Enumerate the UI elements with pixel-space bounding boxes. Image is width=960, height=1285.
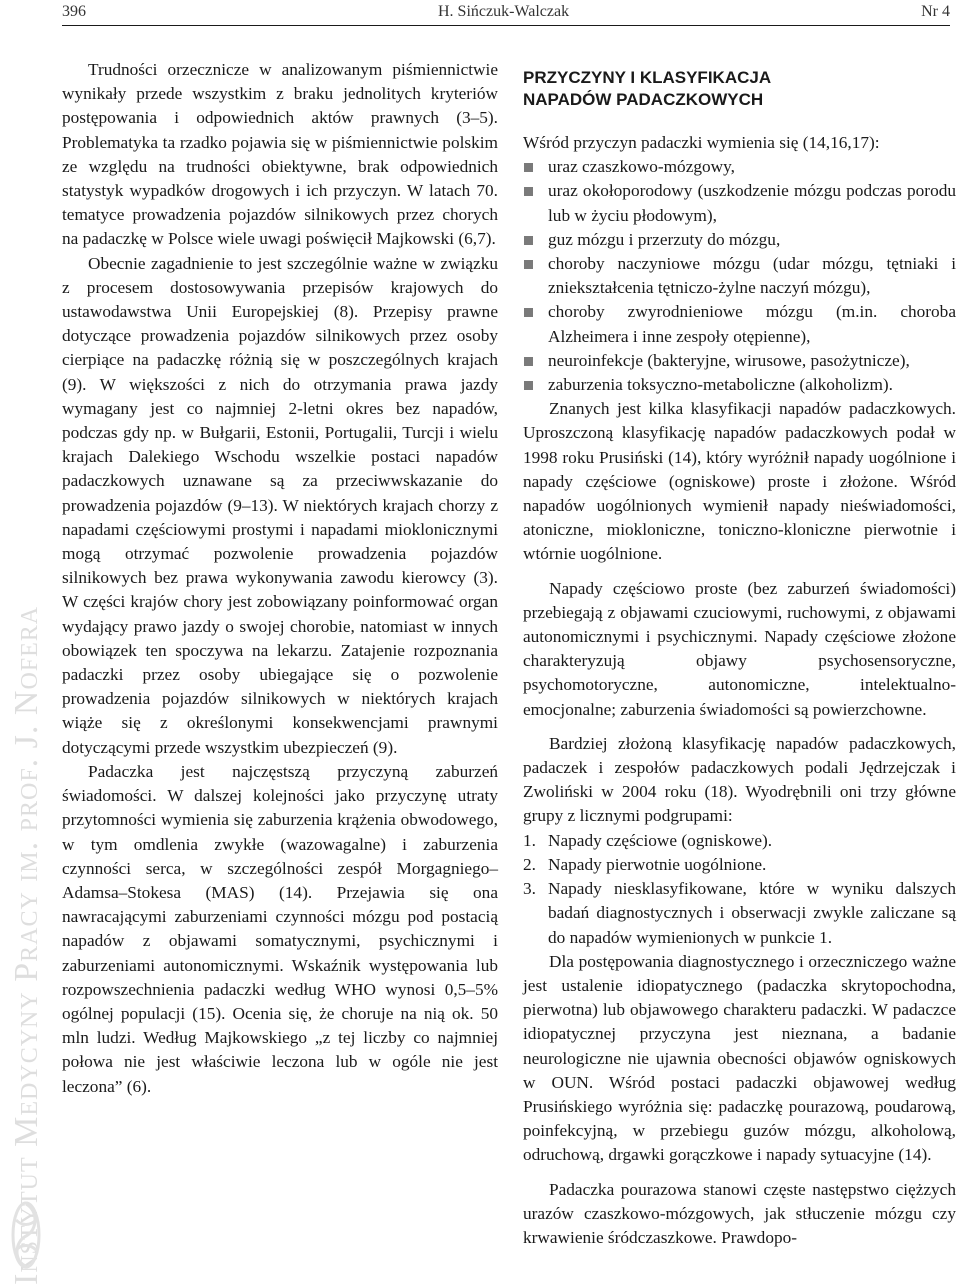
running-author: H. Sińczuk-Walczak [438,3,570,20]
list-item [523,829,956,853]
list-item [523,877,956,950]
list-item: uraz czaszkowo-mózgowy, [523,155,956,179]
body-paragraph: Padaczka pourazowa stanowi częste następstwo ciężzych urazów czaszkowo-mózgowych, jak stłuczenie mózgu czy krwawienie śródczaszkowe. Prawdopo- [523,1179,956,1247]
list-item: choroby zwyrodnieniowe mózgu (m.in. choroba Alzheimera i inne zespoły otępienne), [523,300,956,348]
body-paragraph: Znanych jest kilka klasyfikacji napadów padaczkowych. Uproszczoną klasyfikację napadów padaczkowych podał w 1998 roku Prusiński (14), który wyróżnił napady uogólnione i napady częściowe (ogniskowe) proste i złożone. Wśród napadów uogólnionych wymienił napady nieświadomości, atoniczne, miokloniczne, toniczno-kloniczne pierwotnie i wtórnie uogólnione. [523,399,956,564]
causes-list [523,155,956,397]
body-paragraph: Bardziej złożoną klasyfikację napadów padaczkowych, padaczek i zespołów padaczkowych podali Jędrzejczak i Zwoliński w 2004 roku (18). Wyodrębnili oni trzy główne grupy z licznymi podgrupami: [523,733,956,826]
list-number: 1. [523,830,536,850]
watermark-text: Instytut Medycyny Pracy im. prof. J. Nofera [8,605,45,1285]
section-heading-line: NAPADÓW PADACZKOWYCH [523,90,764,109]
list-item: uraz okołoporodowy (uszkodzenie mózgu podczas porodu lub w życiu płodowym), [523,179,956,227]
list-item-text: Napady pierwotnie uogólnione. [548,854,767,874]
list-item: guz mózgu i przerzuty do mózgu, [523,228,956,252]
groups-list [523,829,956,950]
list-item [523,853,956,877]
header-rule [62,25,950,26]
body-paragraph: Obecnie zagadnienie to jest szczególnie ważne w związku z procesem dostosowywania przepisów krajowych do ustawodawstwa Unii Europejskiej (8). Przepisy prawne dotyczące prowadzenia pojazdów silnikowych przez osoby cierpiące na padaczkę różnią się w poszczególnych krajach (9). W większości z nich do otrzymania prawa jazdy wymagany jest co najmniej 2-letni okres bez napadów, podczas gdy np. w Bułgarii, Estonii, Portugalii, Turcji i wielu krajach Dalekiego Wschodu wszelkie postaci napadów padaczkowych uznawane są za przeciwwskazanie do prowadzenia pojazdów (9–13). W niektórych krajach chorzy z napadami częściowymi prostymi i napadami mioklonicznymi mogą otrzymać pozwolenie prowadzenia pojazdów silnikowych bez prawa wykonywania zawodu kierowcy (3). W części krajów chory jest zobowiązany poinformować organ wydający prawo jazdy o swojej chorobie, natomiast w innych obowiązek ten spoczywa na lekarzu. Zatajenie rozpoznania padaczki przez osoby ubiegające się o pozwolenie prowadzenia pojazdów silnikowych w niektórych krajach wiąże się z określonymi konsekwencjami prawnymi dotyczącymi przede wszystkim ubezpieczeń (9). [62,253,498,757]
body-paragraph: Padaczka jest najczęstszą przyczyną zaburzeń świadomości. W dalszej kolejności jako przyczynę utraty przytomności wymienia się zaburzenia krążenia obwodowego, w tym omdlenia zwykłe (wazowagalne) i zaburzenia czynności serca, w szczególności zespół Morgagniego–Adamsa–Stokesa (MAS) (14). Przejawia się ona nawracającymi zaburzeniami czynności mózgu pod postacią napadów z objawami somatycznymi, psychicznymi i zaburzeniami autonomicznymi. Wskaźnik występowania lub rozpowszechnienia padaczki według WHO wynosi 0,5–5% ogólnej populacji (15). Ocenia się, że choruje na nią ok. 50 mln ludzi. Według Majkowskiego „z tej liczby co najmniej połowa nie jest właściwie leczona lub w ogóle nie jest leczona” (6). [62,761,498,1096]
list-item-text: Napady częściowe (ogniskowe). [548,830,773,850]
causes-intro: Wśród przyczyn padaczki wymienia się (14,16,17): [523,133,880,152]
page-number: 396 [62,3,86,20]
list-item: zaburzenia toksyczno-metaboliczne (alkoholizm). [523,373,956,397]
body-paragraph: Dla postępowania diagnostycznego i orzeczniczego ważne jest ustalenie idiopatycznego (padaczka skrytopochodna, pierwotna) lub objawowego charakteru padaczki. W padaczce idiopatycznej przyczyna jest nieznana, a badanie neurologiczne nie ujawnia obecności objawów ogniskowych w OUN. Wśród postaci padaczki objawowej według Prusińskiego wyróżnia się: padaczkę pourazową, poudarową, poinfekcyjną, w przebiegu guzów mózgu, alkoholową, odruchową, drgawki gorączkowe i napady sytuacyjne (14). [523,951,956,1165]
issue-number: Nr 4 [921,3,950,20]
list-item-text: Napady niesklasyfikowane, które w wyniku dalszych badań diagnostycznych i obserwacji zwykle zaliczane są do napadów wymienionych w punkcie 1. [548,879,956,947]
section-heading [523,67,956,111]
list-item: neuroinfekcje (bakteryjne, wirusowe, pasożytnicze), [523,349,956,373]
list-number: 3. [523,879,536,899]
list-item: choroby naczyniowe mózgu (udar mózgu, tętniaki i zniekształcenia tętniczo-żylne naczyń mózgu), [523,252,956,300]
list-number: 2. [523,854,536,874]
left-column [62,58,498,1099]
body-paragraph: Napady częściowo proste (bez zaburzeń świadomości) przebiegają z objawami czuciowymi, ruchowymi, z objawami autonomicznymi i psychicznymi. Napady częściowe złożone charakteryzują objawy psychosensoryczne, psychomotoryczne, autonomiczne, intelektualno-emocjonalne; zaburzenia świadomości są powierzchowne. [523,578,956,719]
section-heading-line: PRZYCZYNY I KLASYFIKACJA [523,68,772,87]
body-paragraph: Trudności orzecznicze w analizowanym piśmiennictwie wynikały przede wszystkim z braku jednolitych kryteriów postępowania i odpowiednich aktów prawnych (3–5). Problematyka ta rzadko pojawia się w piśmiennictwie polskim ze względu na trudności obiektywne, brak odpowiednich statystyk wypadków drogowych i ich przyczyn. W latach 70. tematyce prowadzenia pojazdów silnikowych przez chorych na padaczkę w Polsce wiele uwagi poświęcił Majkowski (6,7). [62,60,498,249]
running-header [62,0,950,24]
right-column [523,67,956,1250]
watermark-logo-icon [10,1200,42,1270]
